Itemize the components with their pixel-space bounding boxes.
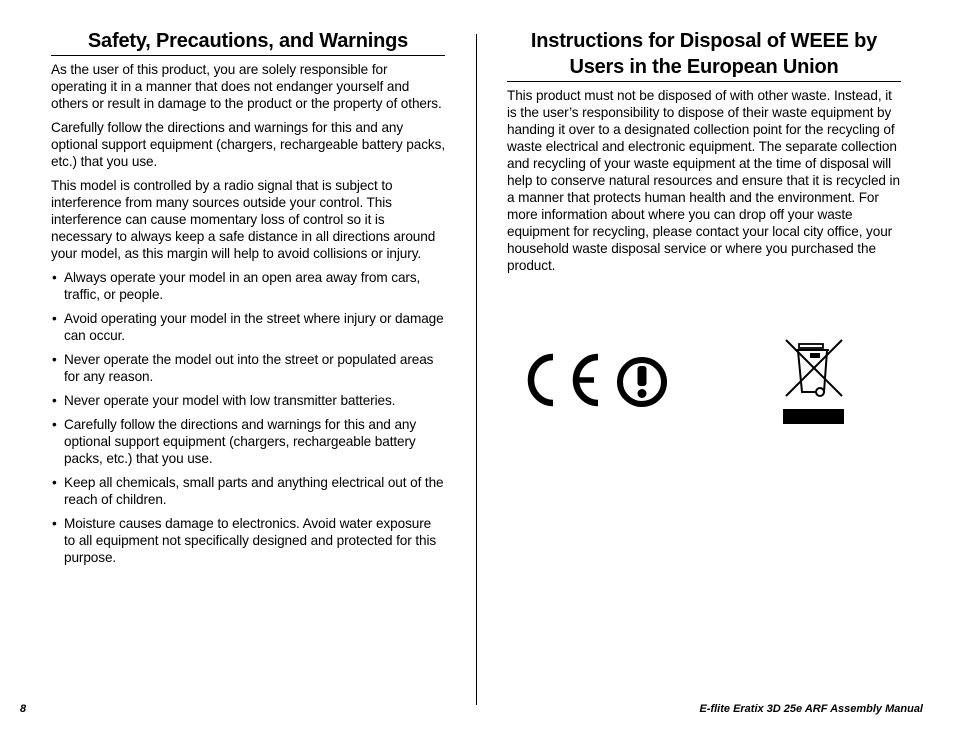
weee-section xyxy=(507,28,901,281)
safety-bullet-1: • Always operate your model in an open area away from cars, traffic, or people. xyxy=(51,269,445,303)
safety-bullet-3: • Never operate the model out into the street or populated areas for any reason. xyxy=(51,351,445,385)
page-number: 8 xyxy=(20,703,27,715)
safety-paragraph-3: This model is controlled by a radio signal that is subject to interference from many sources outside your control. This interference can cause momentary loss of control so it is necessary to always keep a safe distance in all directions around your model, as this margin will help to avoid collisions or injury. xyxy=(51,178,436,261)
safety-paragraph-2: Carefully follow the directions and warnings for this and any optional support equipment (chargers, rechargeable battery packs, etc.) that you use. xyxy=(51,120,445,169)
safety-bullet-6: • Keep all chemicals, small parts and anything electrical out of the reach of children. xyxy=(51,474,445,508)
safety-bullet-2: • Avoid operating your model in the street where injury or damage can occur. xyxy=(51,310,445,344)
weee-paragraph: This product must not be disposed of with other waste. Instead, it is the user’s responsibility to dispose of their waste equipment by handing it over to a designated collection point for the recycling of waste electrical and electronic equipment. The separate collection and recycling of your waste equipment at the time of disposal will help to conserve natural resources and ensure that it is recycled in a manner that protects human health and the environment. For more information about where you can drop off your waste equipment for recycling, please contact your local city office, your household waste disposal service or where you purchased the product. xyxy=(507,88,900,273)
safety-bullet-list xyxy=(51,269,445,566)
crossed-out-wheelie-bin-icon xyxy=(782,336,846,426)
manual-title: E-flite Eratix 3D 25e ARF Assembly Manual xyxy=(699,703,923,715)
ce-alert-mark-icon xyxy=(522,350,668,410)
safety-bullet-7: • Moisture causes damage to electronics. Avoid water exposure to all equipment not specifically designed and protected for this purpose. xyxy=(51,515,445,566)
safety-heading: Safety, Precautions, and Warnings xyxy=(51,28,445,56)
safety-bullet-4: • Never operate your model with low transmitter batteries. xyxy=(51,392,445,409)
weee-heading: Instructions for Disposal of WEEE by Users in the European Union xyxy=(507,28,901,82)
column-divider xyxy=(476,34,477,705)
safety-bullet-5: • Carefully follow the directions and warnings for this and any optional support equipment (chargers, rechargeable battery packs, etc.) that you use. xyxy=(51,416,445,467)
safety-paragraph-1: As the user of this product, you are solely responsible for operating it in a manner that does not endanger yourself and others or result in damage to the product or the property of others. xyxy=(51,62,442,111)
safety-section xyxy=(51,28,445,573)
